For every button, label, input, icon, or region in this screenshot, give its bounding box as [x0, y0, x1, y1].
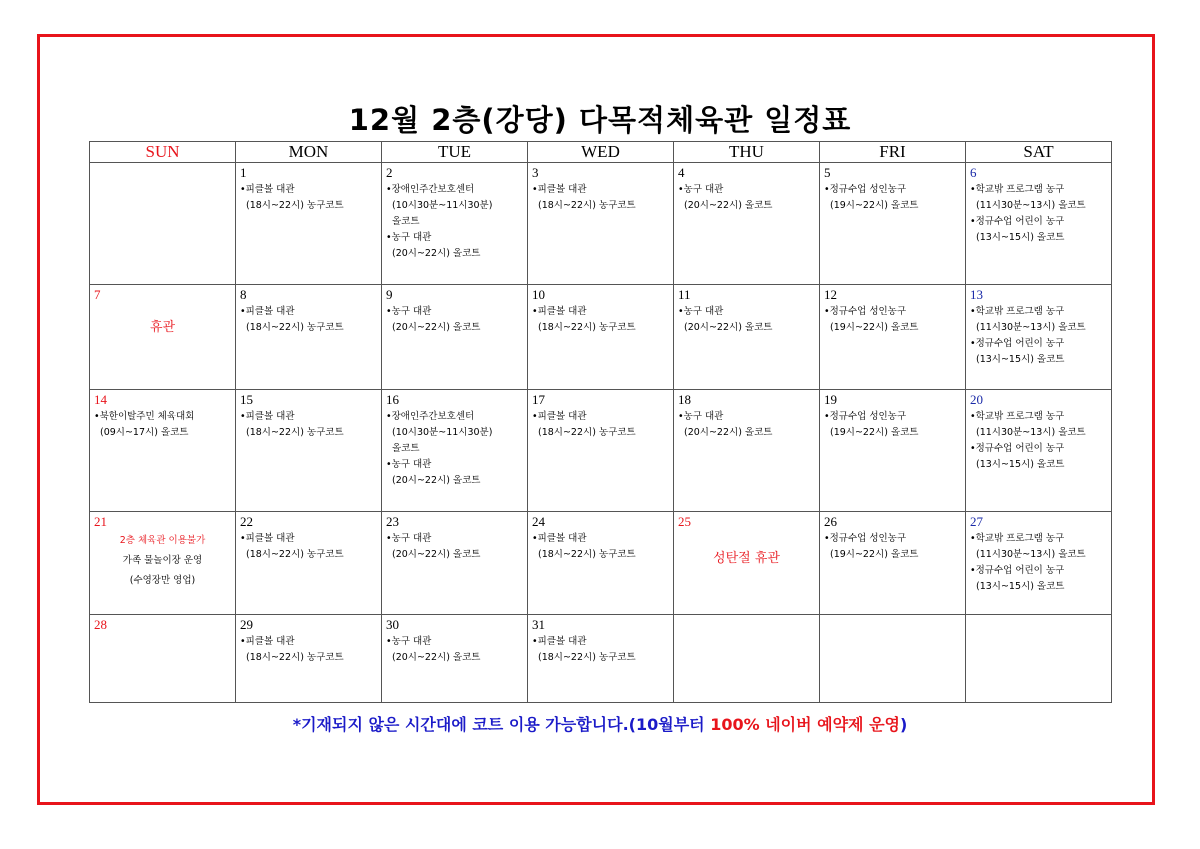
event-title: •장애인주간보호센터	[386, 411, 475, 422]
day-number: 18	[678, 392, 691, 407]
event-title: •피클볼 대관	[240, 411, 295, 422]
day-cell	[966, 163, 1112, 285]
day-cell	[236, 285, 382, 390]
day-number: 10	[532, 287, 545, 302]
day-cell	[674, 390, 820, 512]
event-detail: (13시~15시) 올코트	[976, 232, 1065, 243]
event-detail: (18시~22시) 농구코트	[538, 427, 636, 438]
event-title: •정규수업 성인농구	[824, 533, 907, 544]
day-number: 20	[970, 392, 983, 407]
event-title: •농구 대관	[678, 184, 724, 195]
event-detail: (13시~15시) 올코트	[976, 459, 1065, 470]
day-number: 5	[824, 165, 831, 180]
footer-note-part1: *기재되지 않은 시간대에 코트 이용 가능합니다.(10월부터	[292, 715, 711, 734]
day-cell	[966, 390, 1112, 512]
day-cell	[528, 163, 674, 285]
event-detail: (20시~22시) 올코트	[392, 248, 481, 259]
event-detail: (10시30분~11시30분)	[392, 427, 493, 438]
day-cell	[820, 285, 966, 390]
event-detail: 올코트	[392, 443, 420, 454]
week-row	[90, 285, 1112, 390]
day-cell	[820, 512, 966, 615]
day-number: 26	[824, 514, 837, 529]
day-number: 25	[678, 514, 691, 529]
page-title: 12월 2층(강당) 다목적체육관 일정표	[348, 103, 852, 137]
event-title: •장애인주간보호센터	[386, 184, 475, 195]
event-title: •농구 대관	[386, 533, 432, 544]
event-detail: (11시30분~13시) 올코트	[976, 427, 1086, 438]
day-number: 27	[970, 514, 983, 529]
event-title: •농구 대관	[386, 636, 432, 647]
day-cell	[382, 390, 528, 512]
day-number: 7	[94, 287, 101, 302]
event-title: •피클볼 대관	[532, 533, 587, 544]
day-number: 8	[240, 287, 247, 302]
day-cell	[90, 163, 236, 285]
day-number: 31	[532, 617, 545, 632]
event-detail: (20시~22시) 올코트	[684, 322, 773, 333]
calendar-body	[90, 163, 1112, 703]
event-detail: (19시~22시) 올코트	[830, 427, 919, 438]
event-detail: (11시30분~13시) 올코트	[976, 322, 1086, 333]
event-detail: (20시~22시) 올코트	[392, 549, 481, 560]
event-detail: (20시~22시) 올코트	[392, 322, 481, 333]
event-title: •정규수업 성인농구	[824, 411, 907, 422]
event-title: •농구 대관	[386, 306, 432, 317]
day-number: 17	[532, 392, 545, 407]
day-cell	[90, 615, 236, 703]
week-row	[90, 163, 1112, 285]
event-title: •피클볼 대관	[240, 636, 295, 647]
day-number: 24	[532, 514, 545, 529]
calendar-table	[89, 141, 1112, 703]
event-detail: (11시30분~13시) 올코트	[976, 200, 1086, 211]
event-title: •학교밖 프로그램 농구	[970, 411, 1065, 422]
day-number: 30	[386, 617, 399, 632]
week-row	[90, 615, 1112, 703]
weekday-header-thu: THU	[674, 142, 820, 163]
event-title: •북한이탈주민 체육대회	[94, 411, 195, 422]
info-note: (수영장만 영업)	[129, 575, 196, 586]
closed-label: 성탄절 휴관	[713, 551, 780, 566]
event-detail: (18시~22시) 농구코트	[246, 652, 344, 663]
weekday-header-wed: WED	[528, 142, 674, 163]
day-cell	[966, 285, 1112, 390]
event-title: •피클볼 대관	[532, 306, 587, 317]
day-cell	[674, 285, 820, 390]
event-title: •농구 대관	[386, 459, 432, 470]
day-number: 1	[240, 165, 247, 180]
event-detail: (18시~22시) 농구코트	[538, 652, 636, 663]
day-cell	[674, 615, 820, 703]
day-cell	[382, 163, 528, 285]
event-detail: (18시~22시) 농구코트	[538, 322, 636, 333]
event-title: •피클볼 대관	[240, 533, 295, 544]
event-detail: (18시~22시) 농구코트	[246, 322, 344, 333]
event-detail: (11시30분~13시) 올코트	[976, 549, 1086, 560]
day-cell	[90, 390, 236, 512]
unavailable-note: 2층 체육관 이용불가	[119, 535, 206, 546]
event-detail: (18시~22시) 농구코트	[538, 549, 636, 560]
day-cell	[236, 615, 382, 703]
day-cell	[966, 512, 1112, 615]
event-detail: (18시~22시) 농구코트	[538, 200, 636, 211]
weekday-header-mon: MON	[236, 142, 382, 163]
event-detail: (19시~22시) 올코트	[830, 549, 919, 560]
event-title: •피클볼 대관	[532, 636, 587, 647]
event-title: •정규수업 어린이 농구	[970, 216, 1065, 227]
event-detail: (18시~22시) 농구코트	[246, 549, 344, 560]
event-detail: (13시~15시) 올코트	[976, 581, 1065, 592]
event-title: •피클볼 대관	[240, 306, 295, 317]
event-title: •학교밖 프로그램 농구	[970, 184, 1065, 195]
event-title: •농구 대관	[678, 306, 724, 317]
day-number: 6	[970, 165, 977, 180]
info-note: 가족 물놀이장 운영	[122, 555, 203, 566]
closed-label: 휴관	[149, 320, 176, 335]
event-detail: (18시~22시) 농구코트	[246, 200, 344, 211]
day-number: 13	[970, 287, 983, 302]
day-cell	[674, 512, 820, 615]
day-cell	[820, 615, 966, 703]
day-cell	[528, 390, 674, 512]
day-number: 9	[386, 287, 393, 302]
event-title: •정규수업 어린이 농구	[970, 338, 1065, 349]
event-title: •정규수업 어린이 농구	[970, 443, 1065, 454]
event-detail: 올코트	[392, 216, 420, 227]
day-cell	[382, 285, 528, 390]
day-number: 14	[94, 392, 107, 407]
day-cell	[236, 163, 382, 285]
event-title: •농구 대관	[678, 411, 724, 422]
day-cell	[528, 615, 674, 703]
event-detail: (10시30분~11시30분)	[392, 200, 493, 211]
footer-note	[0, 712, 1200, 735]
day-number: 23	[386, 514, 399, 529]
day-cell	[674, 163, 820, 285]
event-detail: (19시~22시) 올코트	[830, 322, 919, 333]
day-cell	[90, 512, 236, 615]
footer-note-part3: )	[899, 715, 908, 734]
day-cell	[236, 512, 382, 615]
event-detail: (13시~15시) 올코트	[976, 354, 1065, 365]
event-title: •농구 대관	[386, 232, 432, 243]
event-detail: (20시~22시) 올코트	[392, 475, 481, 486]
day-number: 28	[94, 617, 107, 632]
day-number: 16	[386, 392, 399, 407]
weekday-header-fri: FRI	[820, 142, 966, 163]
day-number: 21	[94, 514, 107, 529]
day-number: 4	[678, 165, 685, 180]
event-title: •정규수업 어린이 농구	[970, 565, 1065, 576]
event-detail: (09시~17시) 올코트	[100, 427, 189, 438]
event-title: •학교밖 프로그램 농구	[970, 533, 1065, 544]
weekday-header-sat: SAT	[966, 142, 1112, 163]
day-cell	[382, 512, 528, 615]
day-cell	[528, 285, 674, 390]
event-title: •정규수업 성인농구	[824, 184, 907, 195]
day-number: 3	[532, 165, 539, 180]
weekday-header-tue: TUE	[382, 142, 528, 163]
day-number: 19	[824, 392, 837, 407]
day-cell	[966, 615, 1112, 703]
event-title: •피클볼 대관	[532, 411, 587, 422]
day-number: 12	[824, 287, 837, 302]
event-detail: (20시~22시) 올코트	[392, 652, 481, 663]
day-cell	[820, 390, 966, 512]
event-title: •피클볼 대관	[240, 184, 295, 195]
week-row	[90, 390, 1112, 512]
day-cell	[820, 163, 966, 285]
event-detail: (18시~22시) 농구코트	[246, 427, 344, 438]
day-number: 15	[240, 392, 253, 407]
day-number: 2	[386, 165, 393, 180]
event-detail: (20시~22시) 올코트	[684, 427, 773, 438]
weekday-header-sun: SUN	[90, 142, 236, 163]
event-detail: (20시~22시) 올코트	[684, 200, 773, 211]
day-cell	[382, 615, 528, 703]
event-title: •정규수업 성인농구	[824, 306, 907, 317]
day-cell	[90, 285, 236, 390]
event-title: •피클볼 대관	[532, 184, 587, 195]
day-cell	[236, 390, 382, 512]
event-title: •학교밖 프로그램 농구	[970, 306, 1065, 317]
event-detail: (19시~22시) 올코트	[830, 200, 919, 211]
weekday-header-row	[90, 142, 1112, 163]
day-number: 29	[240, 617, 253, 632]
day-number: 22	[240, 514, 253, 529]
week-row	[90, 512, 1112, 615]
day-number: 11	[678, 287, 691, 302]
day-cell	[528, 512, 674, 615]
footer-note-part2: 100% 네이버 예약제 운영	[710, 715, 900, 734]
